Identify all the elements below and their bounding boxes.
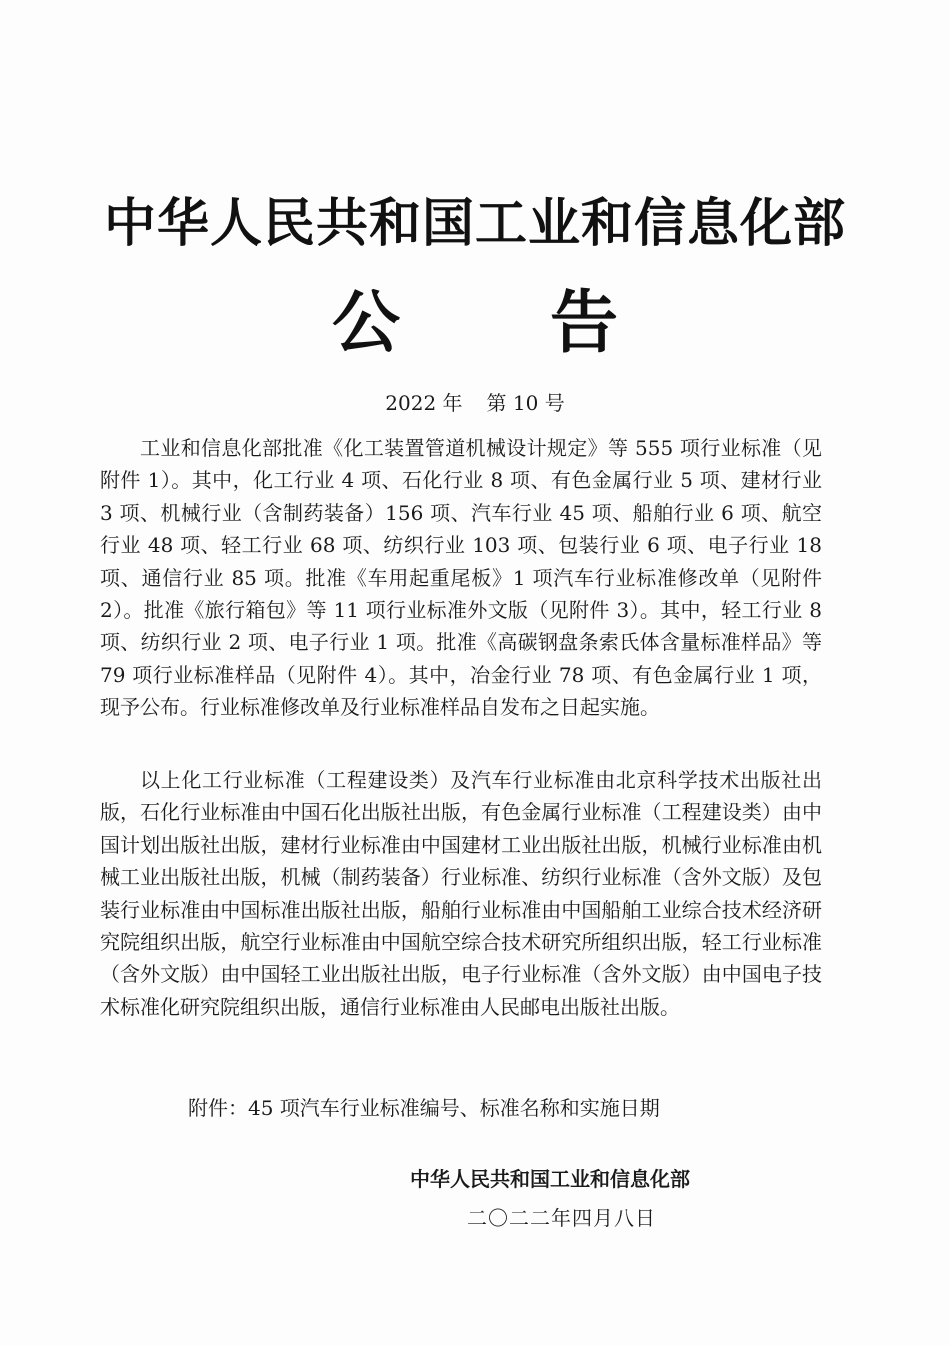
issue-year: 2022 年	[385, 391, 463, 415]
attachment-line: 附件：45 项汽车行业标准编号、标准名称和实施日期	[188, 1096, 660, 1120]
paragraph-approval: 工业和信息化部批准《化工装置管道机械设计规定》等 555 项行业标准（见附件 1）。其中，化工行业 4 项、石化行业 8 项、有色金属行业 5 项、建材行业 3 项、机械行业（含制药装备）156 项、汽车行业 45 项、船舶行业 6 项、航空行业 48 项、轻工行业 68 项、纺织行业 103 项、包装行业 6 项、电子行业 18 项、通信行业 85 项。批准《车用起重尾板》1 项汽车行业标准修改单（见附件 2）。批准《旅行箱包》等 11 项行业标准外文版（见附件 3）。其中，轻工行业 8 项、纺织行业 2 项、电子行业 1 项。批准《高碳钢盘条索氏体含量标准样品》等 79 项行业标准样品（见附件 4）。其中，冶金行业 78 项、有色金属行业 1 项，现予公布。行业标准修改单及行业标准样品自发布之日起实施。	[100, 436, 822, 720]
notice-title	[0, 282, 950, 366]
notice-title-char-1: 公	[331, 284, 400, 363]
notice-title-char-2: 告	[550, 284, 619, 363]
issuer-signature: 中华人民共和国工业和信息化部	[410, 1167, 690, 1191]
issue-no: 第 10 号	[486, 391, 565, 415]
issue-number	[0, 388, 950, 418]
ministry-title: 中华人民共和国工业和信息化部	[103, 194, 846, 254]
paragraph-publishers: 以上化工行业标准（工程建设类）及汽车行业标准由北京科学技术出版社出版，石化行业标准由中国石化出版社出版，有色金属行业标准（工程建设类）由中国计划出版社出版，建材行业标准由中国建材工业出版社出版，机械行业标准由机械工业出版社出版，机械（制药装备）行业标准、纺织行业标准（含外文版）及包装行业标准由中国标准出版社出版，船舶行业标准由中国船舶工业综合技术经济研究院组织出版，航空行业标准由中国航空综合技术研究所组织出版，轻工行业标准（含外文版）由中国轻工业出版社出版，电子行业标准（含外文版）由中国电子技术标准化研究院组织出版，通信行业标准由人民邮电出版社出版。	[100, 768, 822, 1019]
issue-date: 二〇二二年四月八日	[467, 1206, 656, 1230]
